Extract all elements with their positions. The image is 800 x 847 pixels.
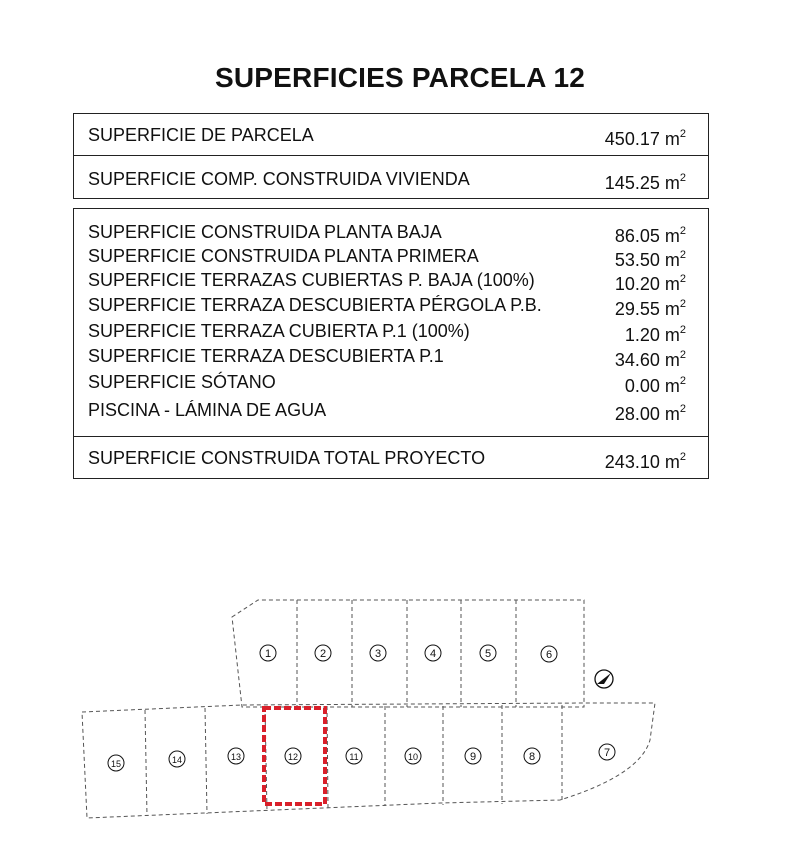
item-label: SUPERFICIE CONSTRUIDA PLANTA BAJA: [88, 222, 442, 242]
detail-table: [73, 208, 709, 479]
plot-marker-9: [465, 748, 481, 764]
svg-text:6: 6: [545, 649, 553, 661]
item-label: SUPERFICIE TERRAZA CUBIERTA P.1 (100%): [88, 321, 470, 341]
item-value: 29.55 $m^2$: [614, 298, 686, 319]
plot-marker-2: [315, 645, 331, 661]
item-label: SUPERFICIE TERRAZA DESCUBIERTA PÉRGOLA P.B.: [88, 295, 542, 315]
parcel-row: [88, 124, 686, 150]
item-row: [88, 269, 686, 295]
svg-text:1: 1: [264, 648, 272, 660]
total-label: SUPERFICIE CONSTRUIDA TOTAL PROYECTO: [88, 448, 486, 468]
comp-value: 145.25 $m^2$: [604, 172, 686, 193]
parcel-label: SUPERFICIE DE PARCELA: [88, 125, 314, 145]
table-divider: [74, 436, 708, 437]
total-row: [88, 447, 686, 473]
item-label: SUPERFICIE SÓTANO: [88, 372, 276, 392]
plot-marker-13: [228, 748, 244, 764]
plot-marker-1: [260, 645, 276, 661]
table-divider: [74, 155, 708, 156]
parcel-value: 450.17 $m^2$: [604, 128, 686, 149]
svg-text:11: 11: [349, 752, 359, 762]
svg-text:9: 9: [469, 751, 477, 763]
item-label: SUPERFICIE CONSTRUIDA PLANTA PRIMERA: [88, 246, 479, 266]
svg-text:3: 3: [374, 648, 382, 660]
svg-text:13: 13: [230, 752, 242, 762]
item-row: [88, 221, 686, 247]
page-title: SUPERFICIES PARCELA 12: [214, 62, 586, 93]
plot-marker-14: [169, 751, 185, 767]
item-label: SUPERFICIE TERRAZAS CUBIERTAS P. BAJA (100%): [88, 270, 535, 290]
svg-text:14: 14: [171, 755, 183, 765]
plot-dividers-upper: [297, 600, 516, 707]
item-row: [88, 399, 686, 425]
plot-marker-8: [524, 748, 540, 764]
item-label: PISCINA - LÁMINA DE AGUA: [88, 400, 327, 420]
svg-text:5: 5: [484, 648, 492, 660]
plot-marker-5: [480, 645, 496, 661]
item-value: 53.50 $m^2$: [614, 249, 686, 270]
svg-text:2: 2: [319, 648, 327, 660]
item-value: 28.00 $m^2$: [614, 403, 686, 424]
plot-marker-12: [285, 748, 301, 764]
plot-marker-10: [405, 748, 421, 764]
item-label: SUPERFICIE TERRAZA DESCUBIERTA P.1: [88, 346, 444, 366]
svg-text:15: 15: [110, 759, 122, 769]
item-row: [88, 371, 686, 397]
comp-row: [88, 168, 686, 194]
item-row: [88, 294, 686, 320]
item-value: 10.20 $m^2$: [614, 273, 686, 294]
plot-marker-15: [108, 755, 124, 771]
item-value: 86.05 $m^2$: [614, 225, 686, 246]
svg-text:4: 4: [429, 648, 437, 660]
lower-row-outline: [82, 703, 655, 818]
svg-text:10: 10: [407, 752, 419, 762]
svg-text:7: 7: [603, 747, 611, 759]
comp-label: SUPERFICIE COMP. CONSTRUIDA VIVIENDA: [88, 169, 470, 189]
item-row: [88, 245, 686, 271]
total-value: 243.10 $m^2$: [604, 451, 686, 472]
item-value: 34.60 $m^2$: [614, 349, 686, 370]
plot-marker-3: [370, 645, 386, 661]
summary-table: [73, 113, 709, 199]
plot-marker-6: [541, 646, 557, 662]
north-arrow-icon: [595, 670, 613, 688]
item-value: 1.20 $m^2$: [624, 324, 686, 345]
plot-marker-11: [346, 748, 362, 764]
plot-marker-4: [425, 645, 441, 661]
site-plan: [0, 560, 800, 840]
item-value: 0.00 $m^2$: [624, 375, 686, 396]
item-row: [88, 345, 686, 371]
svg-text:12: 12: [287, 752, 299, 762]
plot-marker-7: [599, 744, 615, 760]
svg-text:8: 8: [528, 751, 536, 763]
upper-row-outline: [232, 600, 584, 707]
item-row: [88, 320, 686, 346]
